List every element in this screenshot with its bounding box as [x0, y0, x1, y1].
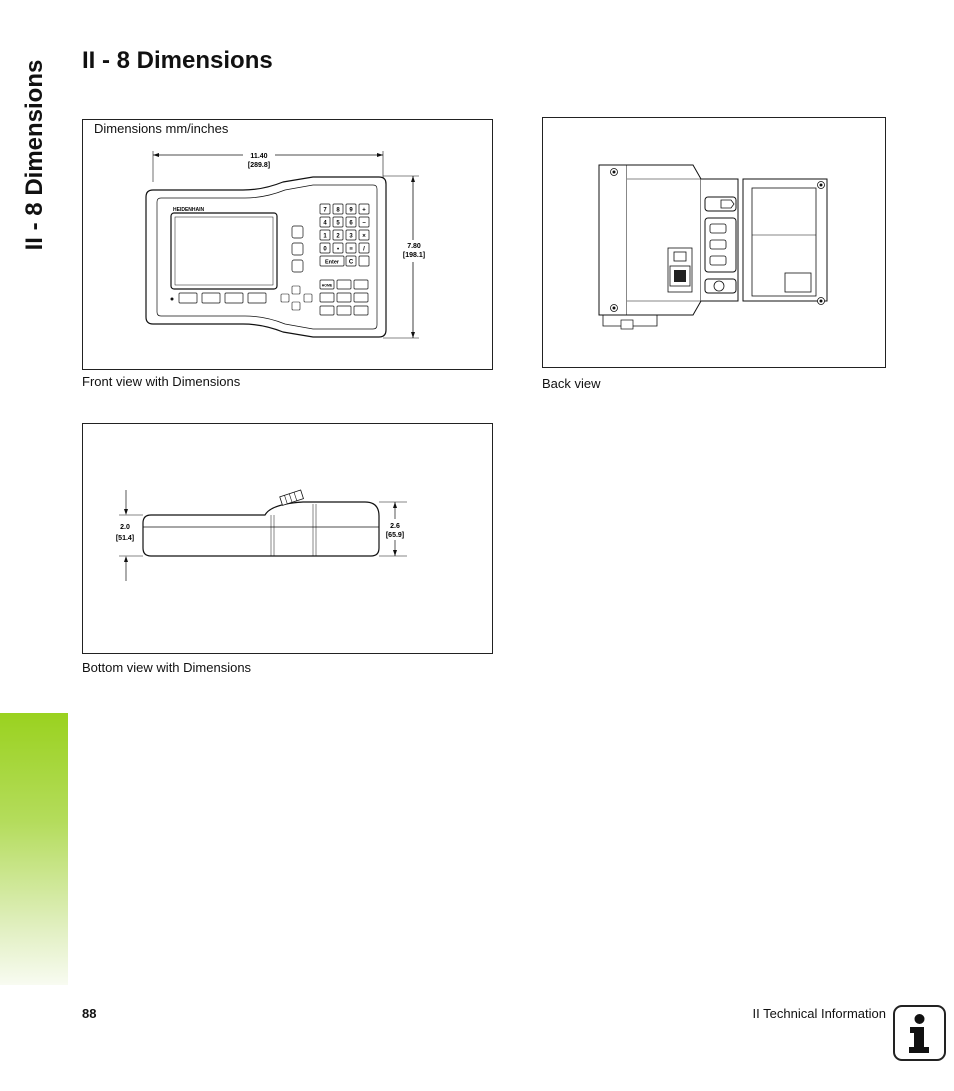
key: ≡: [349, 246, 353, 253]
page-number: 88: [82, 1006, 97, 1021]
key: 4: [323, 220, 327, 227]
back-view-drawing: [543, 118, 885, 367]
brand-logo: HEIDENHAIN: [173, 207, 205, 213]
enter-key: Enter: [324, 259, 340, 266]
key: 1: [323, 233, 327, 240]
page-title: II - 8 Dimensions: [82, 47, 273, 74]
key: 8: [336, 207, 340, 214]
section-title: II Technical Information: [752, 1006, 886, 1021]
chapter-color-bar: [0, 713, 68, 985]
key: 9: [349, 207, 353, 214]
dimensions-units-label: Dimensions mm/inches: [94, 121, 229, 136]
bottom-view-drawing: [83, 424, 492, 653]
key: 2: [336, 233, 340, 240]
home-key: HOME: [321, 283, 333, 288]
key: +: [362, 207, 366, 214]
bottom-view-caption: Bottom view with Dimensions: [82, 660, 252, 675]
key: 5: [336, 220, 340, 227]
front-view-caption: Front view with Dimensions: [82, 374, 241, 389]
clear-key: C: [348, 259, 354, 266]
front-width-mm: [289.8]: [247, 162, 271, 169]
bottom-left-in: 2.0: [120, 524, 130, 531]
back-view-caption: Back view: [542, 376, 601, 391]
bottom-right-mm: [65.9]: [385, 532, 405, 539]
bottom-right-in: 2.6: [390, 523, 400, 530]
key: 7: [323, 207, 327, 214]
chapter-tab-label: II - 8 Dimensions: [21, 59, 48, 251]
key: ×: [362, 233, 366, 240]
front-view-drawing: [83, 120, 492, 369]
key: 6: [349, 220, 353, 227]
front-height-mm: [198.1]: [402, 252, 426, 259]
info-icon: [893, 1005, 946, 1061]
key: 3: [349, 233, 353, 240]
key: /: [363, 246, 365, 253]
key: 0: [323, 246, 327, 253]
bottom-left-mm: [51.4]: [115, 535, 135, 542]
key: •: [336, 246, 340, 253]
back-view-figure: [542, 117, 886, 368]
key: −: [362, 220, 366, 227]
bottom-view-figure: [82, 423, 493, 654]
chapter-tab: [15, 50, 55, 260]
front-height-in: 7.80: [407, 243, 421, 250]
front-view-figure: [82, 119, 493, 370]
front-width-in: 11.40: [250, 153, 268, 160]
